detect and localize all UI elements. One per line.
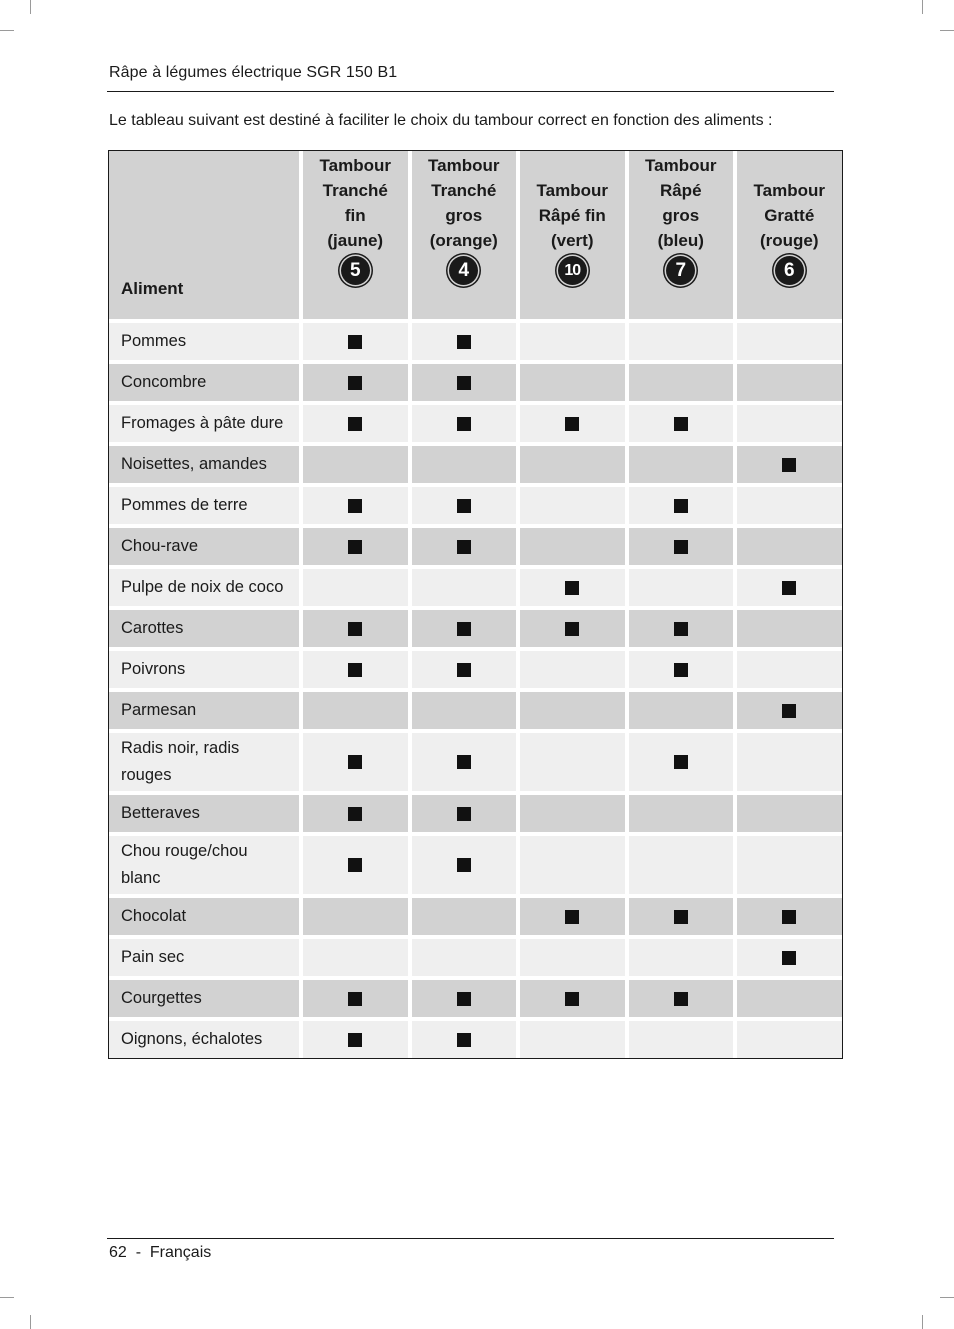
food-name: Courgettes (109, 980, 299, 1021)
table-row (109, 836, 842, 898)
check-square-icon (457, 1033, 471, 1047)
drum-suitability-cell (625, 323, 734, 364)
check-square-icon (348, 755, 362, 769)
food-name: Radis noir, radis rouges (109, 733, 299, 795)
drum-suitability-cell (516, 610, 625, 651)
check-square-icon (565, 910, 579, 924)
food-name: Pain sec (109, 939, 299, 980)
column-header-line: Râpé (659, 181, 702, 200)
drum-suitability-cell (299, 487, 408, 528)
check-square-icon (457, 807, 471, 821)
table-row (109, 364, 842, 405)
check-square-icon (674, 755, 688, 769)
food-name: Carottes (109, 610, 299, 651)
food-name: Pommes (109, 323, 299, 364)
crop-mark (922, 0, 923, 14)
check-square-icon (782, 910, 796, 924)
check-square-icon (674, 540, 688, 554)
food-name: Chou-rave (109, 528, 299, 569)
column-header-line: Tambour (319, 156, 391, 175)
column-header-drum (625, 151, 734, 323)
column-header-drum (516, 151, 625, 323)
drum-suitability-cell (733, 692, 842, 733)
drum-suitability-cell (625, 528, 734, 569)
table-row (109, 939, 842, 980)
crop-mark (922, 1315, 923, 1329)
drum-suitability-cell (733, 651, 842, 692)
drum-suitability-cell (516, 733, 625, 795)
drum-suitability-cell (733, 364, 842, 405)
drum-suitability-cell (408, 405, 517, 446)
check-square-icon (348, 663, 362, 677)
drum-suitability-cell (516, 692, 625, 733)
table-row (109, 795, 842, 836)
check-square-icon (457, 663, 471, 677)
drum-suitability-cell (516, 651, 625, 692)
check-square-icon (674, 622, 688, 636)
drum-suitability-cell (733, 405, 842, 446)
drum-suitability-cell (625, 446, 734, 487)
drum-suitability-cell (733, 446, 842, 487)
table-row (109, 980, 842, 1021)
column-header-label (303, 153, 408, 253)
table-row (109, 405, 842, 446)
drum-suitability-cell (733, 528, 842, 569)
check-square-icon (782, 704, 796, 718)
drum-suitability-cell (408, 1021, 517, 1058)
drum-suitability-cell (408, 487, 517, 528)
food-name: Chou rouge/chou blanc (109, 836, 299, 898)
food-name: Betteraves (109, 795, 299, 836)
drum-suitability-cell (299, 610, 408, 651)
drum-suitability-cell (516, 364, 625, 405)
column-header-aliment: Aliment (109, 151, 299, 323)
column-header-label (520, 153, 625, 253)
drum-suitability-cell (516, 323, 625, 364)
check-square-icon (348, 376, 362, 390)
check-square-icon (674, 663, 688, 677)
drum-suitability-cell (299, 323, 408, 364)
column-header-label (412, 153, 517, 253)
table-row (109, 323, 842, 364)
drum-suitability-cell (408, 836, 517, 898)
drum-suitability-cell (299, 651, 408, 692)
crop-mark (30, 0, 31, 14)
page-footer: 62 - Français (109, 1244, 212, 1261)
drum-suitability-cell (408, 692, 517, 733)
check-square-icon (457, 335, 471, 349)
drum-suitability-cell (408, 939, 517, 980)
drum-suitability-cell (299, 528, 408, 569)
check-square-icon (348, 540, 362, 554)
table-row (109, 569, 842, 610)
column-header-line: (orange) (429, 231, 498, 250)
drum-suitability-cell (733, 1021, 842, 1058)
drum-suitability-cell (516, 487, 625, 528)
drum-suitability-cell (408, 364, 517, 405)
drum-suitability-cell (408, 795, 517, 836)
table-row (109, 733, 842, 795)
drum-suitability-cell (625, 487, 734, 528)
drum-suitability-cell (625, 1021, 734, 1058)
column-header-line: (rouge) (759, 231, 819, 250)
column-header-line: (vert) (550, 231, 594, 250)
check-square-icon (348, 992, 362, 1006)
table-row (109, 692, 842, 733)
column-header-line: gros (662, 206, 700, 225)
drum-suitability-cell (625, 405, 734, 446)
drum-suitability-cell (516, 836, 625, 898)
check-square-icon (674, 499, 688, 513)
drum-suitability-cell (408, 569, 517, 610)
drum-suitability-cell (408, 323, 517, 364)
drum-selection-table (108, 150, 843, 1059)
drum-suitability-cell (299, 1021, 408, 1058)
drum-suitability-cell (299, 733, 408, 795)
check-square-icon (565, 992, 579, 1006)
table-row (109, 487, 842, 528)
drum-suitability-cell (299, 980, 408, 1021)
food-name: Noisettes, amandes (109, 446, 299, 487)
drum-number-badge: 7 (666, 256, 695, 285)
drum-suitability-cell (733, 323, 842, 364)
food-name: Pulpe de noix de coco (109, 569, 299, 610)
column-header-line: Tambour (428, 156, 500, 175)
check-square-icon (674, 992, 688, 1006)
drum-suitability-cell (625, 569, 734, 610)
column-header-line: (jaune) (327, 231, 384, 250)
footer-rule (107, 1238, 834, 1239)
column-header-line: Tambour (753, 181, 825, 200)
drum-suitability-cell (625, 692, 734, 733)
check-square-icon (782, 458, 796, 472)
check-square-icon (565, 417, 579, 431)
food-name: Oignons, échalotes (109, 1021, 299, 1058)
check-square-icon (348, 807, 362, 821)
check-square-icon (348, 499, 362, 513)
column-header-line: Tambour (645, 156, 717, 175)
drum-suitability-cell (516, 1021, 625, 1058)
drum-suitability-cell (625, 980, 734, 1021)
drum-number-badge: 10 (558, 256, 587, 285)
food-name: Fromages à pâte dure (109, 405, 299, 446)
drum-suitability-cell (516, 446, 625, 487)
drum-suitability-cell (733, 836, 842, 898)
drum-suitability-cell (733, 569, 842, 610)
drum-suitability-cell (733, 980, 842, 1021)
drum-suitability-cell (299, 446, 408, 487)
table-row (109, 446, 842, 487)
drum-suitability-cell (516, 528, 625, 569)
check-square-icon (565, 622, 579, 636)
crop-mark (0, 1297, 14, 1298)
column-header-line: Tambour (536, 181, 608, 200)
food-name: Concombre (109, 364, 299, 405)
drum-suitability-cell (516, 980, 625, 1021)
food-name: Parmesan (109, 692, 299, 733)
header-rule (107, 91, 834, 92)
drum-number-badge: 6 (775, 256, 804, 285)
intro-text: Le tableau suivant est destiné à faciliter le choix du tambour correct en fonction des aliments : (109, 112, 773, 129)
table-row (109, 898, 842, 939)
column-header-label (629, 153, 734, 253)
table-header-row (109, 151, 842, 323)
drum-suitability-cell (299, 836, 408, 898)
drum-suitability-cell (625, 610, 734, 651)
drum-suitability-cell (516, 405, 625, 446)
food-name: Chocolat (109, 898, 299, 939)
crop-mark (940, 1297, 954, 1298)
check-square-icon (457, 755, 471, 769)
column-header-line: Râpé fin (538, 206, 606, 225)
table-row (109, 528, 842, 569)
drum-suitability-cell (299, 795, 408, 836)
drum-suitability-cell (299, 569, 408, 610)
check-square-icon (348, 1033, 362, 1047)
drum-suitability-cell (733, 898, 842, 939)
drum-suitability-cell (516, 569, 625, 610)
drum-suitability-cell (733, 487, 842, 528)
column-header-label (737, 153, 842, 253)
check-square-icon (674, 417, 688, 431)
crop-mark (0, 30, 14, 31)
drum-suitability-cell (516, 939, 625, 980)
drum-suitability-cell (299, 898, 408, 939)
column-header-line: Gratté (764, 206, 815, 225)
drum-suitability-cell (733, 939, 842, 980)
drum-suitability-cell (408, 610, 517, 651)
check-square-icon (457, 499, 471, 513)
column-header-line: Tranché (322, 181, 388, 200)
drum-suitability-cell (408, 733, 517, 795)
crop-mark (30, 1315, 31, 1329)
drum-suitability-cell (299, 405, 408, 446)
table-row (109, 610, 842, 651)
check-square-icon (348, 417, 362, 431)
drum-number-badge: 5 (341, 256, 370, 285)
drum-suitability-cell (625, 795, 734, 836)
drum-suitability-cell (625, 651, 734, 692)
column-header-line: Tranché (431, 181, 497, 200)
check-square-icon (457, 376, 471, 390)
check-square-icon (348, 335, 362, 349)
check-square-icon (457, 858, 471, 872)
drum-suitability-cell (733, 610, 842, 651)
check-square-icon (457, 417, 471, 431)
drum-suitability-cell (408, 446, 517, 487)
check-square-icon (565, 581, 579, 595)
column-header-drum (408, 151, 517, 323)
drum-suitability-cell (733, 795, 842, 836)
column-header-line: fin (344, 206, 366, 225)
check-square-icon (348, 858, 362, 872)
check-square-icon (457, 992, 471, 1006)
drum-suitability-cell (299, 692, 408, 733)
check-square-icon (348, 622, 362, 636)
drum-suitability-cell (625, 939, 734, 980)
drum-suitability-cell (299, 364, 408, 405)
drum-suitability-cell (625, 898, 734, 939)
drum-suitability-cell (625, 836, 734, 898)
column-header-line: gros (445, 206, 483, 225)
column-header-drum (733, 151, 842, 323)
check-square-icon (457, 622, 471, 636)
column-header-drum (299, 151, 408, 323)
drum-suitability-cell (408, 898, 517, 939)
drum-suitability-cell (408, 980, 517, 1021)
drum-suitability-cell (733, 733, 842, 795)
drum-suitability-cell (299, 939, 408, 980)
check-square-icon (782, 951, 796, 965)
drum-suitability-cell (625, 733, 734, 795)
drum-suitability-cell (408, 651, 517, 692)
check-square-icon (457, 540, 471, 554)
table-row (109, 651, 842, 692)
drum-number-badge: 4 (449, 256, 478, 285)
check-square-icon (782, 581, 796, 595)
food-name: Poivrons (109, 651, 299, 692)
crop-mark (940, 30, 954, 31)
drum-suitability-cell (516, 795, 625, 836)
page-header-title: Râpe à légumes électrique SGR 150 B1 (109, 64, 398, 81)
drum-suitability-cell (516, 898, 625, 939)
table-row (109, 1021, 842, 1058)
drum-suitability-cell (625, 364, 734, 405)
food-name: Pommes de terre (109, 487, 299, 528)
column-header-line: (bleu) (657, 231, 704, 250)
drum-suitability-cell (408, 528, 517, 569)
check-square-icon (674, 910, 688, 924)
